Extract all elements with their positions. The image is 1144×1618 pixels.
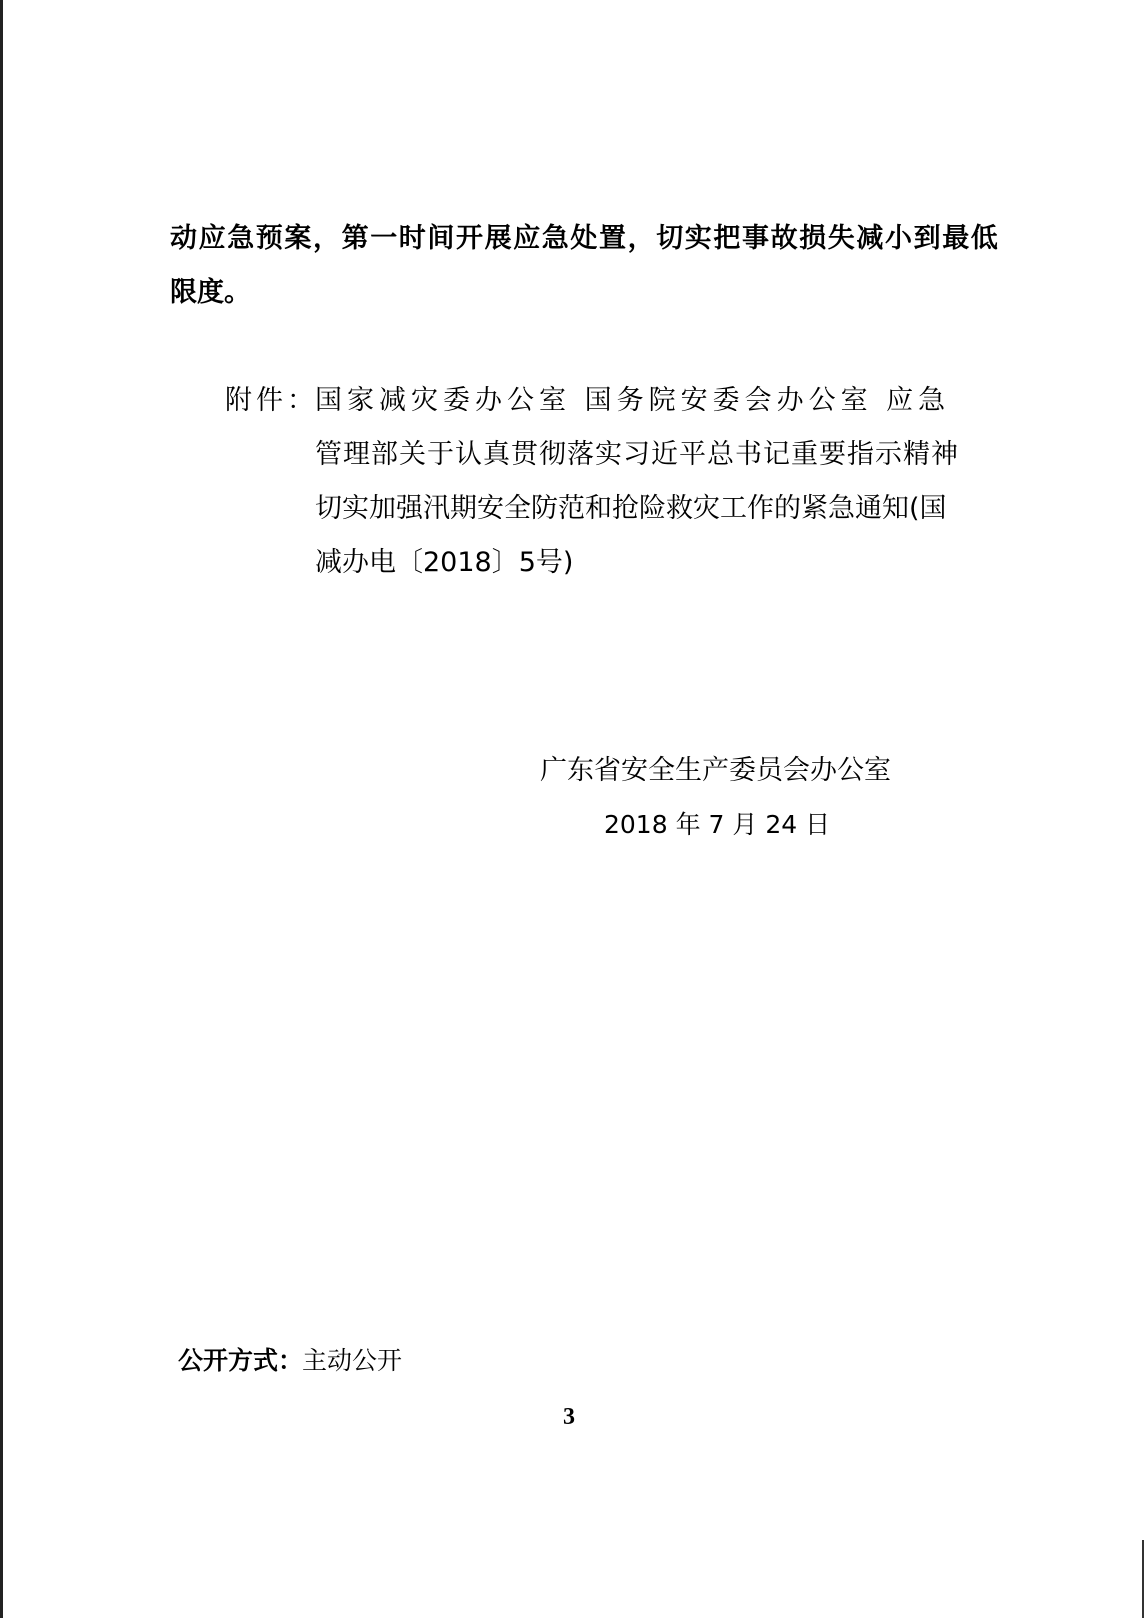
page-number: 3	[563, 1404, 575, 1430]
body-paragraph-line-1: 动应急预案，第一时间开展应急处置，切实把事故损失减小到最低	[170, 223, 1000, 254]
body-paragraph-line-2: 限度。	[170, 277, 251, 308]
disclosure-value: 主动公开	[302, 1346, 403, 1375]
disclosure-label: 公开方式：	[178, 1346, 304, 1375]
attachment-line-3: 切实加强汛期安全防范和抢险救灾工作的紧急通知(国	[315, 493, 947, 524]
attachment-line-1: 国家减灾委办公室 国务院安委会办公室 应急	[315, 385, 951, 416]
scan-border-left	[0, 0, 3, 1618]
attachment-label: 附件：	[225, 385, 318, 416]
issue-date: 2018 年 7 月 24 日	[604, 810, 831, 839]
issuer-name: 广东省安全生产委员会办公室	[540, 755, 891, 786]
attachment-line-4: 减办电〔2018〕5号)	[315, 547, 574, 578]
attachment-line-2: 管理部关于认真贯彻落实习近平总书记重要指示精神	[315, 439, 959, 470]
